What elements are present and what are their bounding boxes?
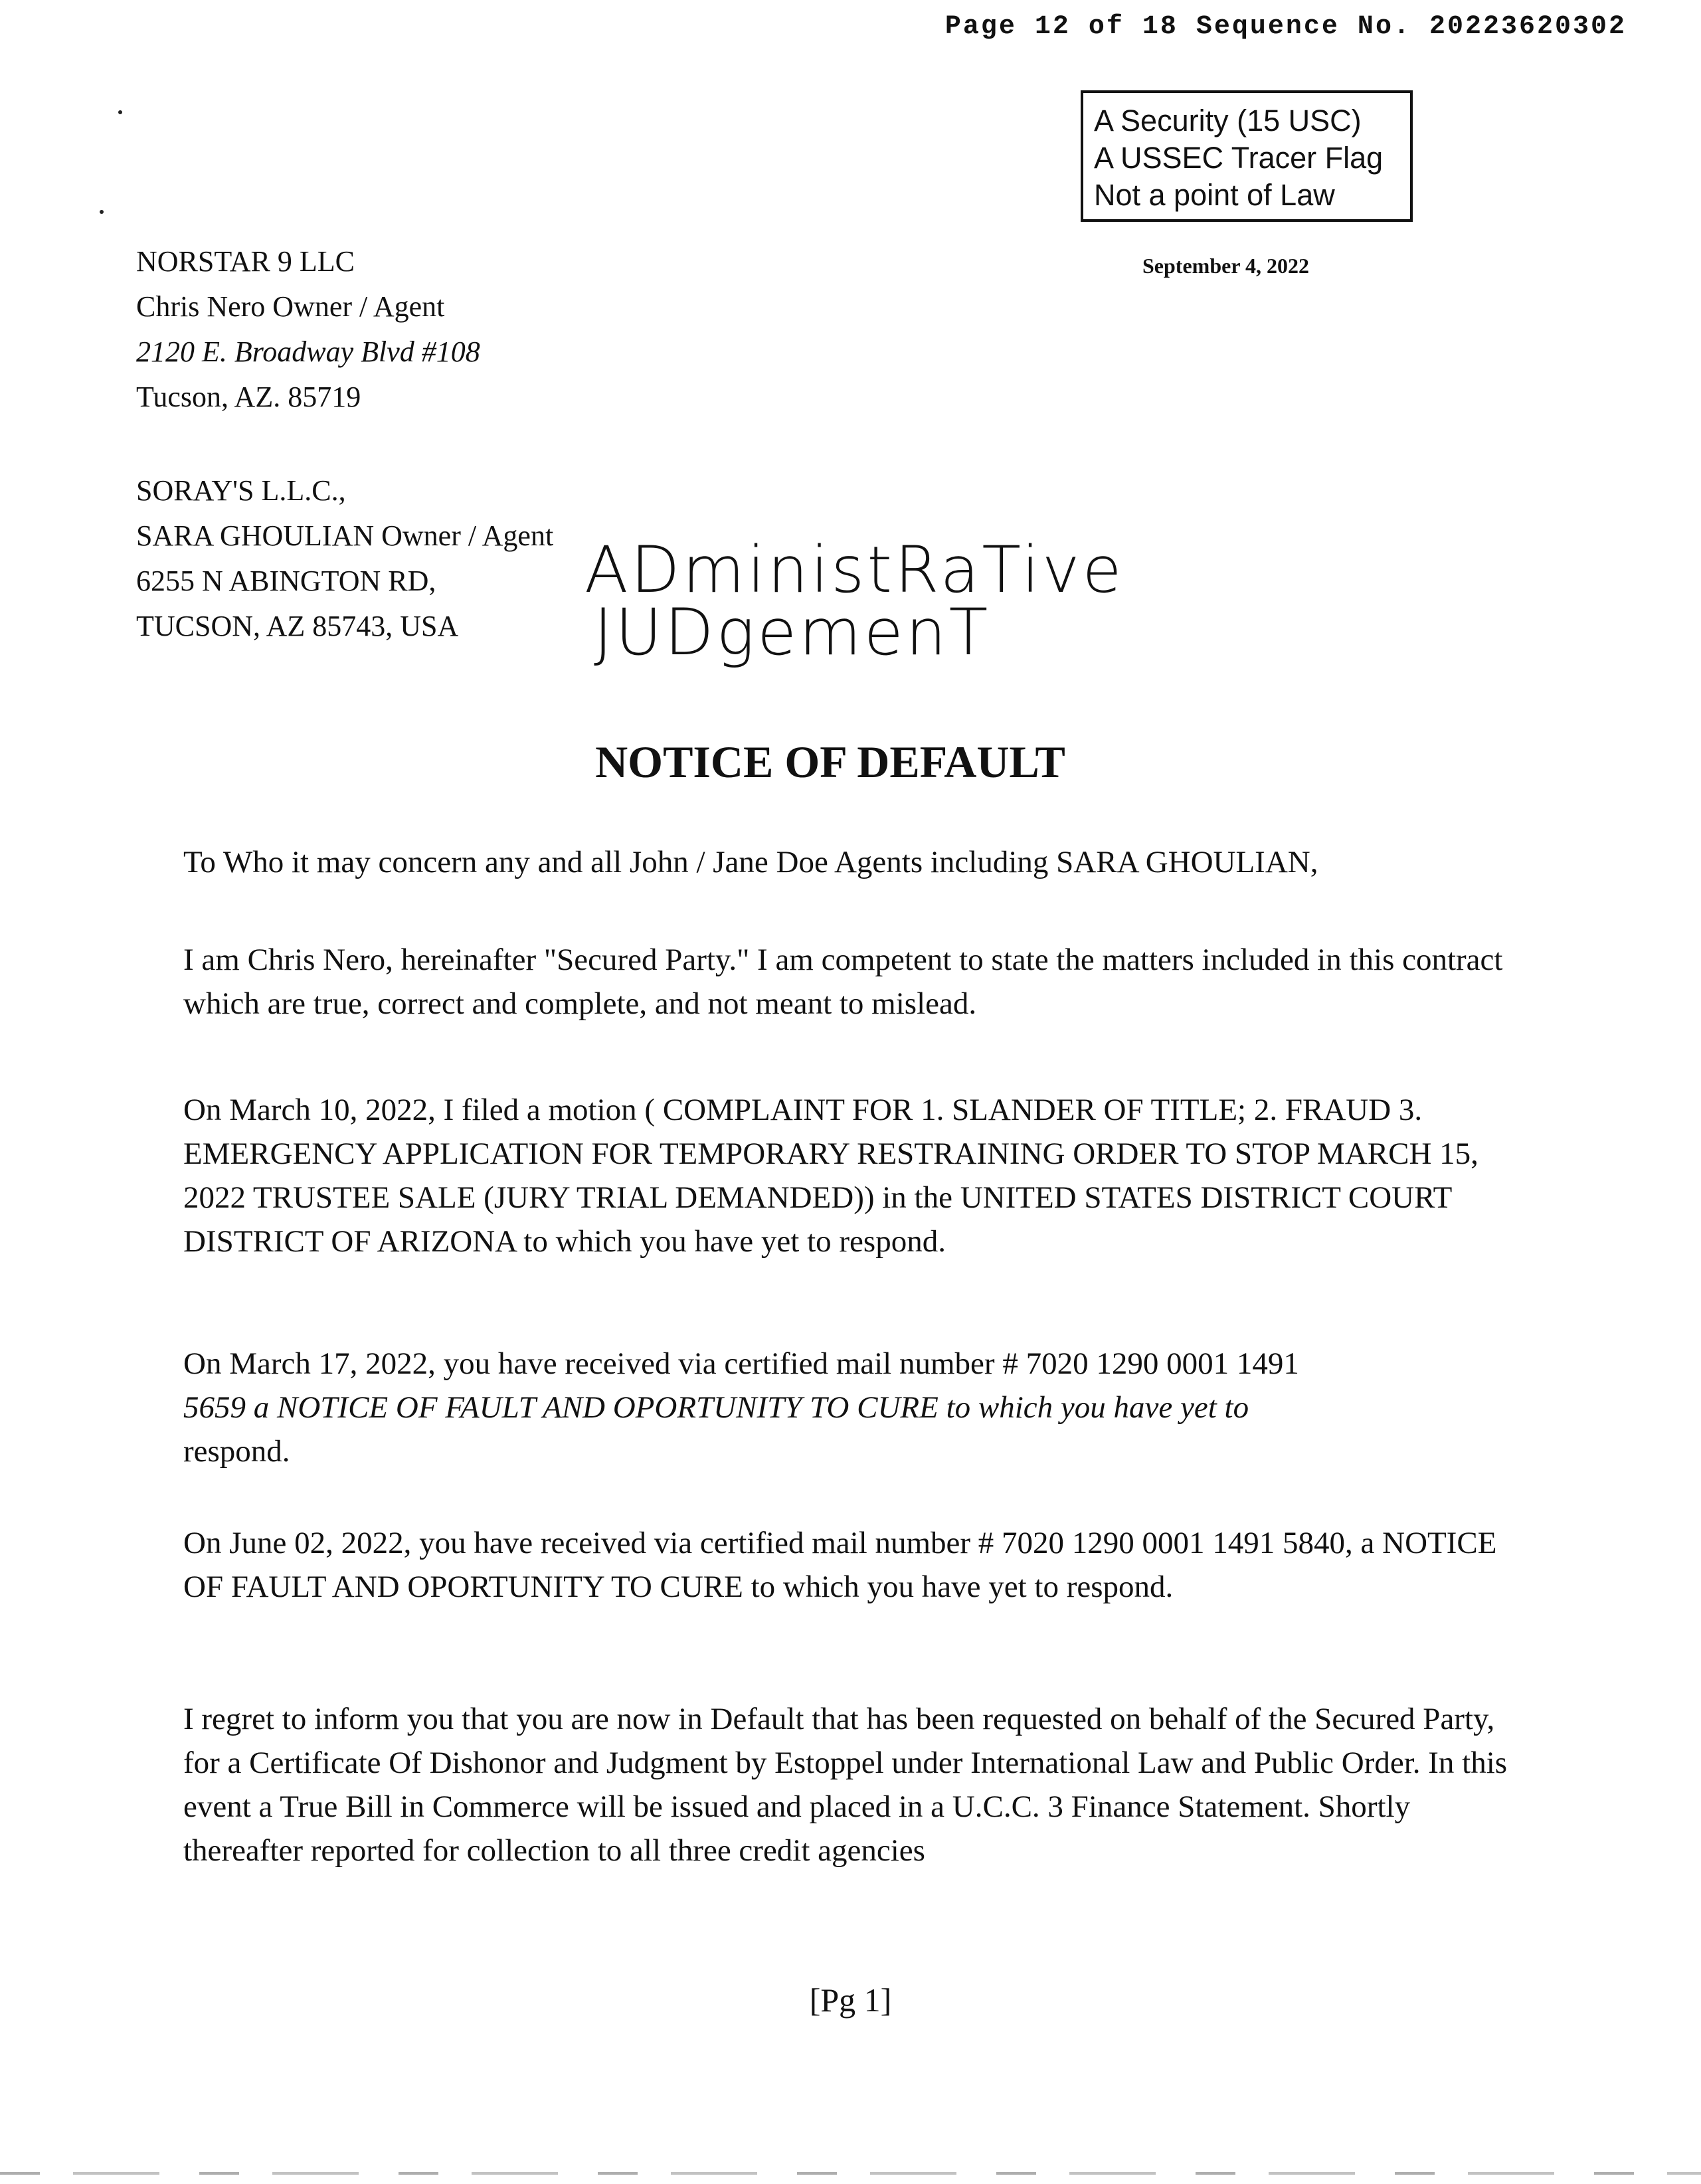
paragraph-line: respond. bbox=[183, 1434, 290, 1469]
document-title: NOTICE OF DEFAULT bbox=[595, 737, 1065, 787]
handwritten-line-1: ADministRaTive bbox=[584, 533, 1124, 607]
sender-street: 2120 E. Broadway Blvd #108 bbox=[136, 335, 480, 368]
paragraph-june-notice bbox=[183, 1521, 1512, 1609]
tracer-line-2: A USSEC Tracer Flag bbox=[1094, 141, 1384, 175]
paragraph-default-statement bbox=[183, 1697, 1512, 1872]
sender-city: Tucson, AZ. 85719 bbox=[136, 381, 361, 413]
handwritten-annotation bbox=[584, 533, 1124, 670]
paragraph-text: I am Chris Nero, hereinafter "Secured Party." I am competent to state the matters included in this contract which are true, correct and complete, and not meant to mislead. bbox=[183, 943, 1503, 1021]
paragraph-secured-party bbox=[183, 938, 1512, 1026]
tracer-line-3: Not a point of Law bbox=[1094, 178, 1335, 212]
paragraph-march-notice bbox=[183, 1342, 1512, 1473]
recipient-contact: SARA GHOULIAN Owner / Agent bbox=[136, 519, 554, 552]
sender-company: NORSTAR 9 LLC bbox=[136, 245, 355, 278]
scan-edge-artifact bbox=[0, 2172, 1701, 2175]
scan-speck bbox=[100, 210, 104, 214]
recipient-company: SORAY'S L.L.C., bbox=[136, 474, 346, 507]
sender-contact: Chris Nero Owner / Agent bbox=[136, 290, 445, 323]
recipient-city: TUCSON, AZ 85743, USA bbox=[136, 610, 459, 642]
handwritten-line-2: JUDgemenT bbox=[594, 595, 991, 670]
tracer-flag-box bbox=[1081, 90, 1413, 222]
paragraph-line: On March 17, 2022, you have received via certified mail number # 7020 1290 0001 1491 bbox=[183, 1346, 1299, 1381]
letter-date: September 4, 2022 bbox=[1142, 254, 1309, 278]
scan-speck bbox=[118, 110, 122, 114]
tracer-line-1: A Security (15 USC) bbox=[1094, 104, 1362, 137]
paragraph-text: On June 02, 2022, you have received via certified mail number # 7020 1290 0001 1491 5840, a NOTICE OF FAULT AND OPORTUNITY TO CURE to which you have yet to respond. bbox=[183, 1526, 1497, 1604]
recipient-address bbox=[136, 468, 553, 649]
paragraph-text: I regret to inform you that you are now in Default that has been requested on behalf of the Secured Party, for a Certificate Of Dishonor and Judgment by Estoppel under International Law and Public Order. In this event a True Bill in Commerce will be issued and placed in a U.C.C. 3 Finance Statement. Shortly thereafter reported for collection to all three credit agencies bbox=[183, 1702, 1508, 1868]
paragraph-motion-filed bbox=[183, 1088, 1512, 1263]
paragraph-line-italic: 5659 a NOTICE OF FAULT AND OPORTUNITY TO CURE to which you have yet to bbox=[183, 1390, 1249, 1425]
sender-address bbox=[136, 239, 480, 420]
paragraph-text: On March 10, 2022, I filed a motion ( COMPLAINT FOR 1. SLANDER OF TITLE; 2. FRAUD 3. EMERGENCY APPLICATION FOR TEMPORARY RESTRAINING ORDER TO STOP MARCH 15, 2022 TRUSTEE SALE (JURY TRIAL DEMANDED)) in the UNITED STATES DISTRICT COURT DISTRICT OF ARIZONA to which you have yet to respond. bbox=[183, 1093, 1478, 1259]
salutation bbox=[183, 840, 1512, 884]
page-sequence-header: Page 12 of 18 Sequence No. 20223620302 bbox=[944, 12, 1627, 42]
salutation-text: To Who it may concern any and all John / Jane Doe Agents including SARA GHOULIAN, bbox=[183, 845, 1318, 879]
page-number-marker: [Pg 1] bbox=[809, 1981, 892, 2019]
recipient-street: 6255 N ABINGTON RD, bbox=[136, 565, 436, 597]
